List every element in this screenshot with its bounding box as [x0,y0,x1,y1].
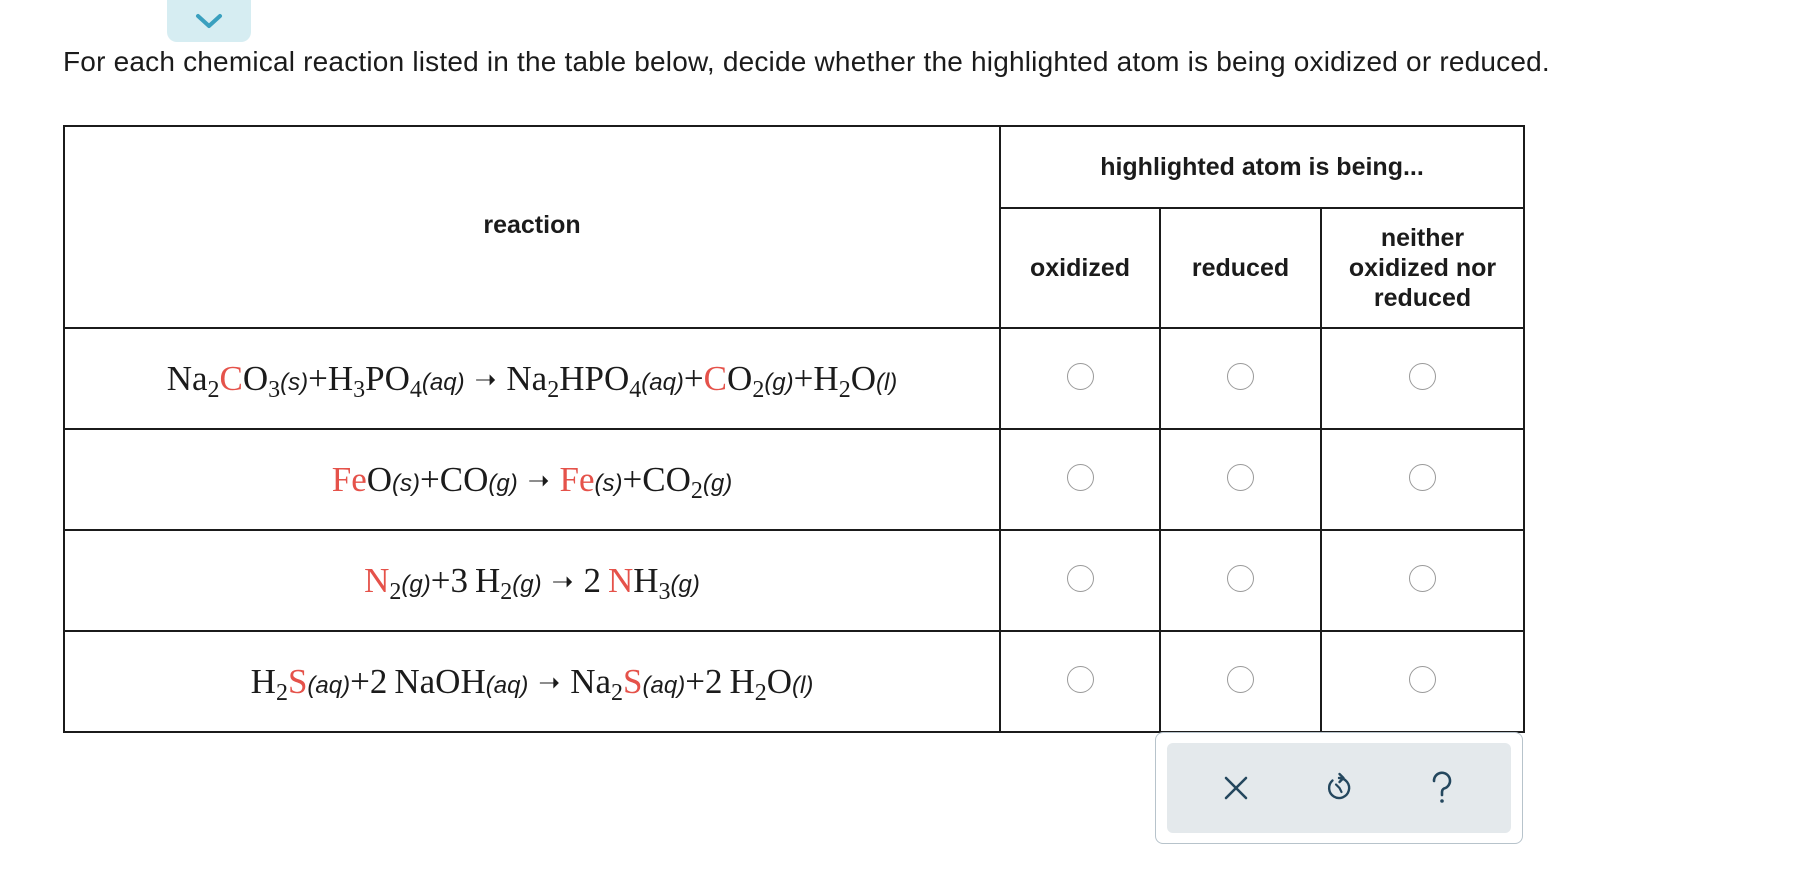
reaction-equation: FeO(s)+CO(g) ➝ $Fe(s)+CO_2(g)$ [64,429,1000,530]
header-reduced-label: reduced [1191,254,1290,282]
formula-part: H [327,358,354,398]
oxidized-radio[interactable] [1067,666,1094,693]
toolbar-buttons [1167,743,1511,833]
collapse-tab[interactable] [167,0,251,42]
header-oxidized-label: oxidized [1029,254,1130,282]
state-label: (g) [401,570,431,598]
coefficient: 2 [704,661,723,701]
formula-part: O [727,358,753,398]
reduced-radio[interactable] [1227,666,1254,693]
state-label: (aq) [421,368,465,396]
formula-part: HPO [559,358,630,398]
reduced-cell [1160,631,1321,732]
highlighted-atom: N [607,560,634,600]
formula-subscript: 2 [611,679,624,706]
formula-part: O [850,358,876,398]
reaction-arrow-icon: ➝ [538,667,561,698]
formula-part: H [813,358,839,398]
state-label: (g) [764,368,794,396]
reduced-cell [1160,429,1321,530]
reaction-equation: $N_2(g)+3$ $H_2(g)$ ➝ 2 $NH_3(g)$ [64,530,1000,631]
state-label: (s) [594,469,623,497]
reduced-cell [1160,530,1321,631]
reaction-table [63,125,1525,733]
neither-radio[interactable] [1409,363,1436,390]
formula-part: PO [365,358,410,398]
reaction-row-4 [64,631,1524,732]
formula-subscript: 2 [207,376,220,403]
header-neither [1321,208,1524,328]
formula-subscript: 3 [658,578,671,605]
formula-part: H [475,560,501,600]
undo-icon [1323,772,1355,804]
formula-subscript: 3 [268,376,281,403]
state-label: (l) [875,368,898,396]
header-oxidized [1000,208,1160,328]
neither-radio[interactable] [1409,565,1436,592]
reaction-row-2 [64,429,1524,530]
formula-part: O [242,358,269,398]
neither-cell [1321,530,1524,631]
reduced-radio[interactable] [1227,464,1254,491]
oxidized-cell [1000,328,1160,429]
state-label: (s) [392,469,421,497]
neither-cell [1321,631,1524,732]
oxidized-cell [1000,530,1160,631]
formula-subscript: 2 [547,376,560,403]
chevron-down-icon [192,10,226,32]
reaction-row-3 [64,530,1524,631]
state-label: (g) [512,570,542,598]
formula-part: H [250,661,276,701]
oxidized-radio[interactable] [1067,363,1094,390]
undo-button[interactable] [1309,758,1369,818]
state-label: (aq) [307,671,351,699]
header-reduced [1160,208,1321,328]
reduced-cell [1160,328,1321,429]
highlighted-atom: S [287,661,308,701]
formula-subscript: 2 [838,376,851,403]
formula-part: O [366,459,393,499]
state-label: (s) [280,368,309,396]
oxidized-cell [1000,429,1160,530]
highlighted-atom: Fe [559,459,595,499]
oxidized-radio[interactable] [1067,565,1094,592]
reaction-equation: $Na_2CO_3(s)+H_3PO_4(aq)$ ➝ $Na_2HPO_4(aq)+CO_2(g)+H_2O(l)$ [64,328,1000,429]
header-highlighted-atom: highlighted atom is being... [1000,126,1524,208]
state-label: (aq) [642,671,686,699]
close-icon [1221,773,1251,803]
header-neither-label: neither oxidized nor reduced [1348,224,1497,312]
formula-part: Na [506,358,548,398]
coefficient: 3 [450,560,468,600]
formula-part: O [766,661,793,701]
formula-part: H [729,661,755,701]
formula-subscript: 2 [690,477,703,504]
formula-subscript: 2 [275,679,288,706]
formula-part: NaOH [394,661,486,701]
neither-cell [1321,429,1524,530]
answer-toolbar [1155,732,1523,844]
highlighted-atom: Fe [331,459,367,499]
formula-subscript: 2 [754,679,767,706]
highlighted-atom: S [623,661,643,701]
highlighted-atom: C [703,358,728,398]
reduced-radio[interactable] [1227,565,1254,592]
reduced-radio[interactable] [1227,363,1254,390]
oxidized-radio[interactable] [1067,464,1094,491]
clear-button[interactable] [1206,758,1266,818]
reaction-arrow-icon: ➝ [551,566,574,597]
state-label: (g) [488,469,518,497]
state-label: (l) [792,671,814,699]
formula-subscript: 3 [353,376,366,403]
coefficient: 2 [583,560,601,600]
header-reaction: reaction [64,126,1000,328]
neither-cell [1321,328,1524,429]
state-label: (g) [702,469,733,497]
state-label: (aq) [485,671,529,699]
highlighted-atom: C [219,358,243,398]
highlighted-atom: N [364,560,390,600]
neither-radio[interactable] [1409,464,1436,491]
formula-subscript: 2 [500,578,513,605]
formula-part: Na [570,661,612,701]
formula-subscript: 4 [629,376,642,403]
reaction-arrow-icon: ➝ [474,364,497,395]
formula-part: CO [439,459,489,499]
formula-part: CO [642,459,691,499]
formula-subscript: 4 [409,376,422,403]
state-label: (g) [670,570,700,598]
neither-radio[interactable] [1409,666,1436,693]
formula-part: H [633,560,659,600]
reaction-arrow-icon: ➝ [527,465,550,496]
reaction-row-1 [64,328,1524,429]
help-button[interactable] [1412,758,1472,818]
formula-subscript: 2 [389,578,402,605]
help-icon [1427,771,1457,805]
state-label: (aq) [641,368,684,396]
reaction-equation: $H_2S(aq)+2$ NaOH(aq) ➝ $Na_2S(aq)+2$ $H_2O(l)$ [64,631,1000,732]
formula-subscript: 2 [752,376,765,403]
instructions-text: For each chemical reaction listed in the table below, decide whether the highlighted atom is being oxidized or reduced. [63,46,1550,77]
formula-part: Na [166,358,208,398]
coefficient: 2 [369,661,388,701]
oxidized-cell [1000,631,1160,732]
